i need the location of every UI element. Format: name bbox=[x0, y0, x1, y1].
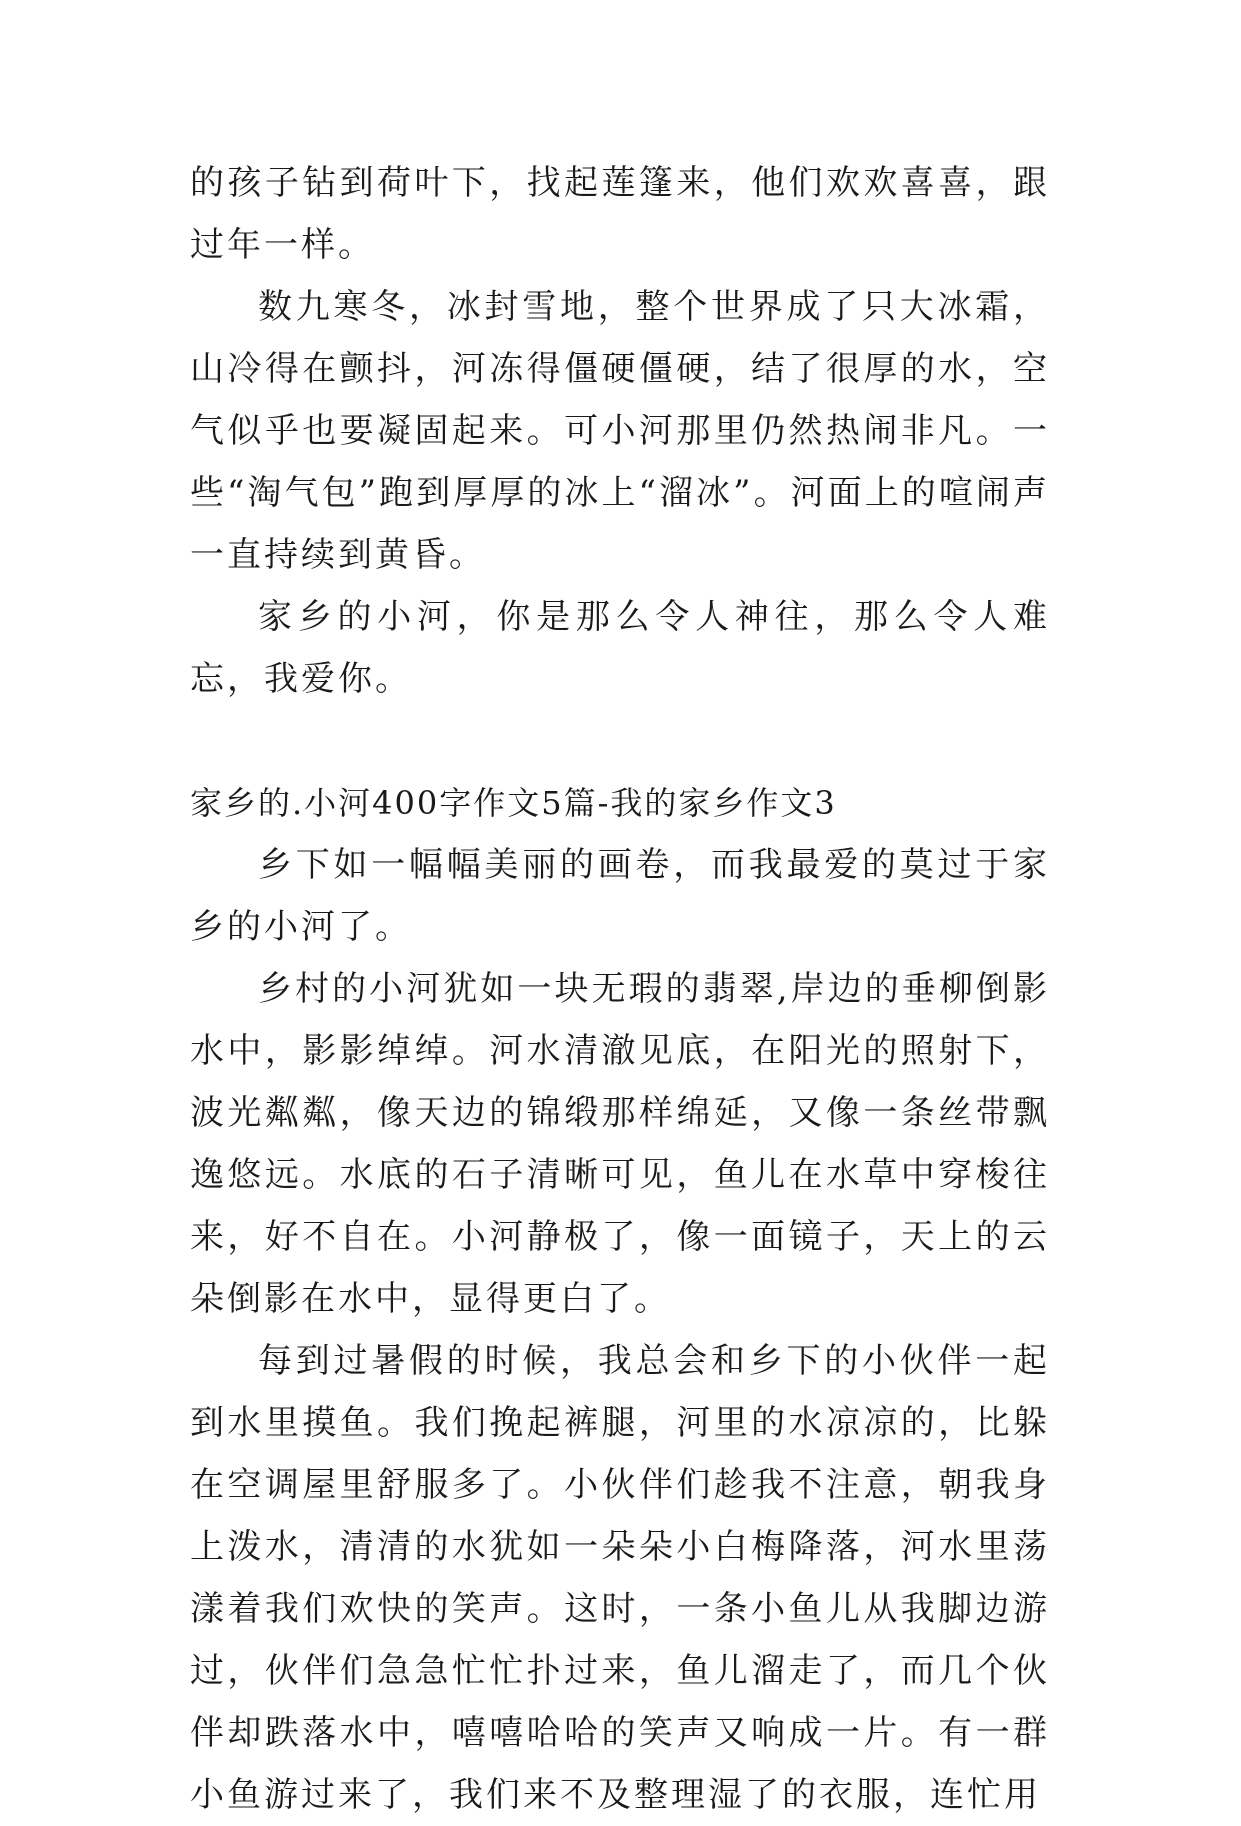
paragraph-love: 家乡的小河，你是那么令人神往，那么令人难忘，我爱你。 bbox=[190, 597, 1050, 699]
paragraph-emerald: 乡村的小河犹如一块无瑕的翡翠,岸边的垂柳倒影水中，影影绰绰。河水清澈见底，在阳光的照射下，波光粼粼，像天边的锦缎那样绵延，又像一条丝带飘逸悠远。水底的石子清晰可见，鱼儿在水草中穿梭往来，好不自在。小河静极了，像一面镜子，天上的云朵倒影在水中，显得更白了。 bbox=[190, 969, 1050, 1319]
section-heading: 家乡的.小河400字作文5篇-我的家乡作文3 bbox=[190, 784, 837, 822]
paragraph-winter: 数九寒冬，冰封雪地，整个世界成了只大冰霜，山冷得在颤抖，河冻得僵硬僵硬，结了很厚的水，空气似乎也要凝固起来。可小河那里仍然热闹非凡。一些“淘气包”跑到厚厚的冰上“溜冰”。河面上的喧闹声一直持续到黄昏。 bbox=[190, 287, 1050, 575]
document-body bbox=[190, 152, 1050, 1826]
paragraph-scroll: 乡下如一幅幅美丽的画卷，而我最爱的莫过于家乡的小河了。 bbox=[190, 845, 1050, 947]
paragraph-continued: 的孩子钻到荷叶下，找起莲篷来，他们欢欢喜喜，跟过年一样。 bbox=[190, 163, 1050, 265]
paragraph-summer: 每到过暑假的时候，我总会和乡下的小伙伴一起到水里摸鱼。我们挽起裤腿，河里的水凉凉的，比躲在空调屋里舒服多了。小伙伴们趁我不注意，朝我身上泼水，清清的水犹如一朵朵小白梅降落，河水里荡漾着我们欢快的笑声。这时，一条小鱼儿从我脚边游过，伙伴们急急忙忙扑过来，鱼儿溜走了，而几个伙伴却跌落水中，嘻嘻哈哈的笑声又响成一片。有一群小鱼游过来了，我们来不及整理湿了的衣服，连忙用 bbox=[190, 1341, 1050, 1815]
